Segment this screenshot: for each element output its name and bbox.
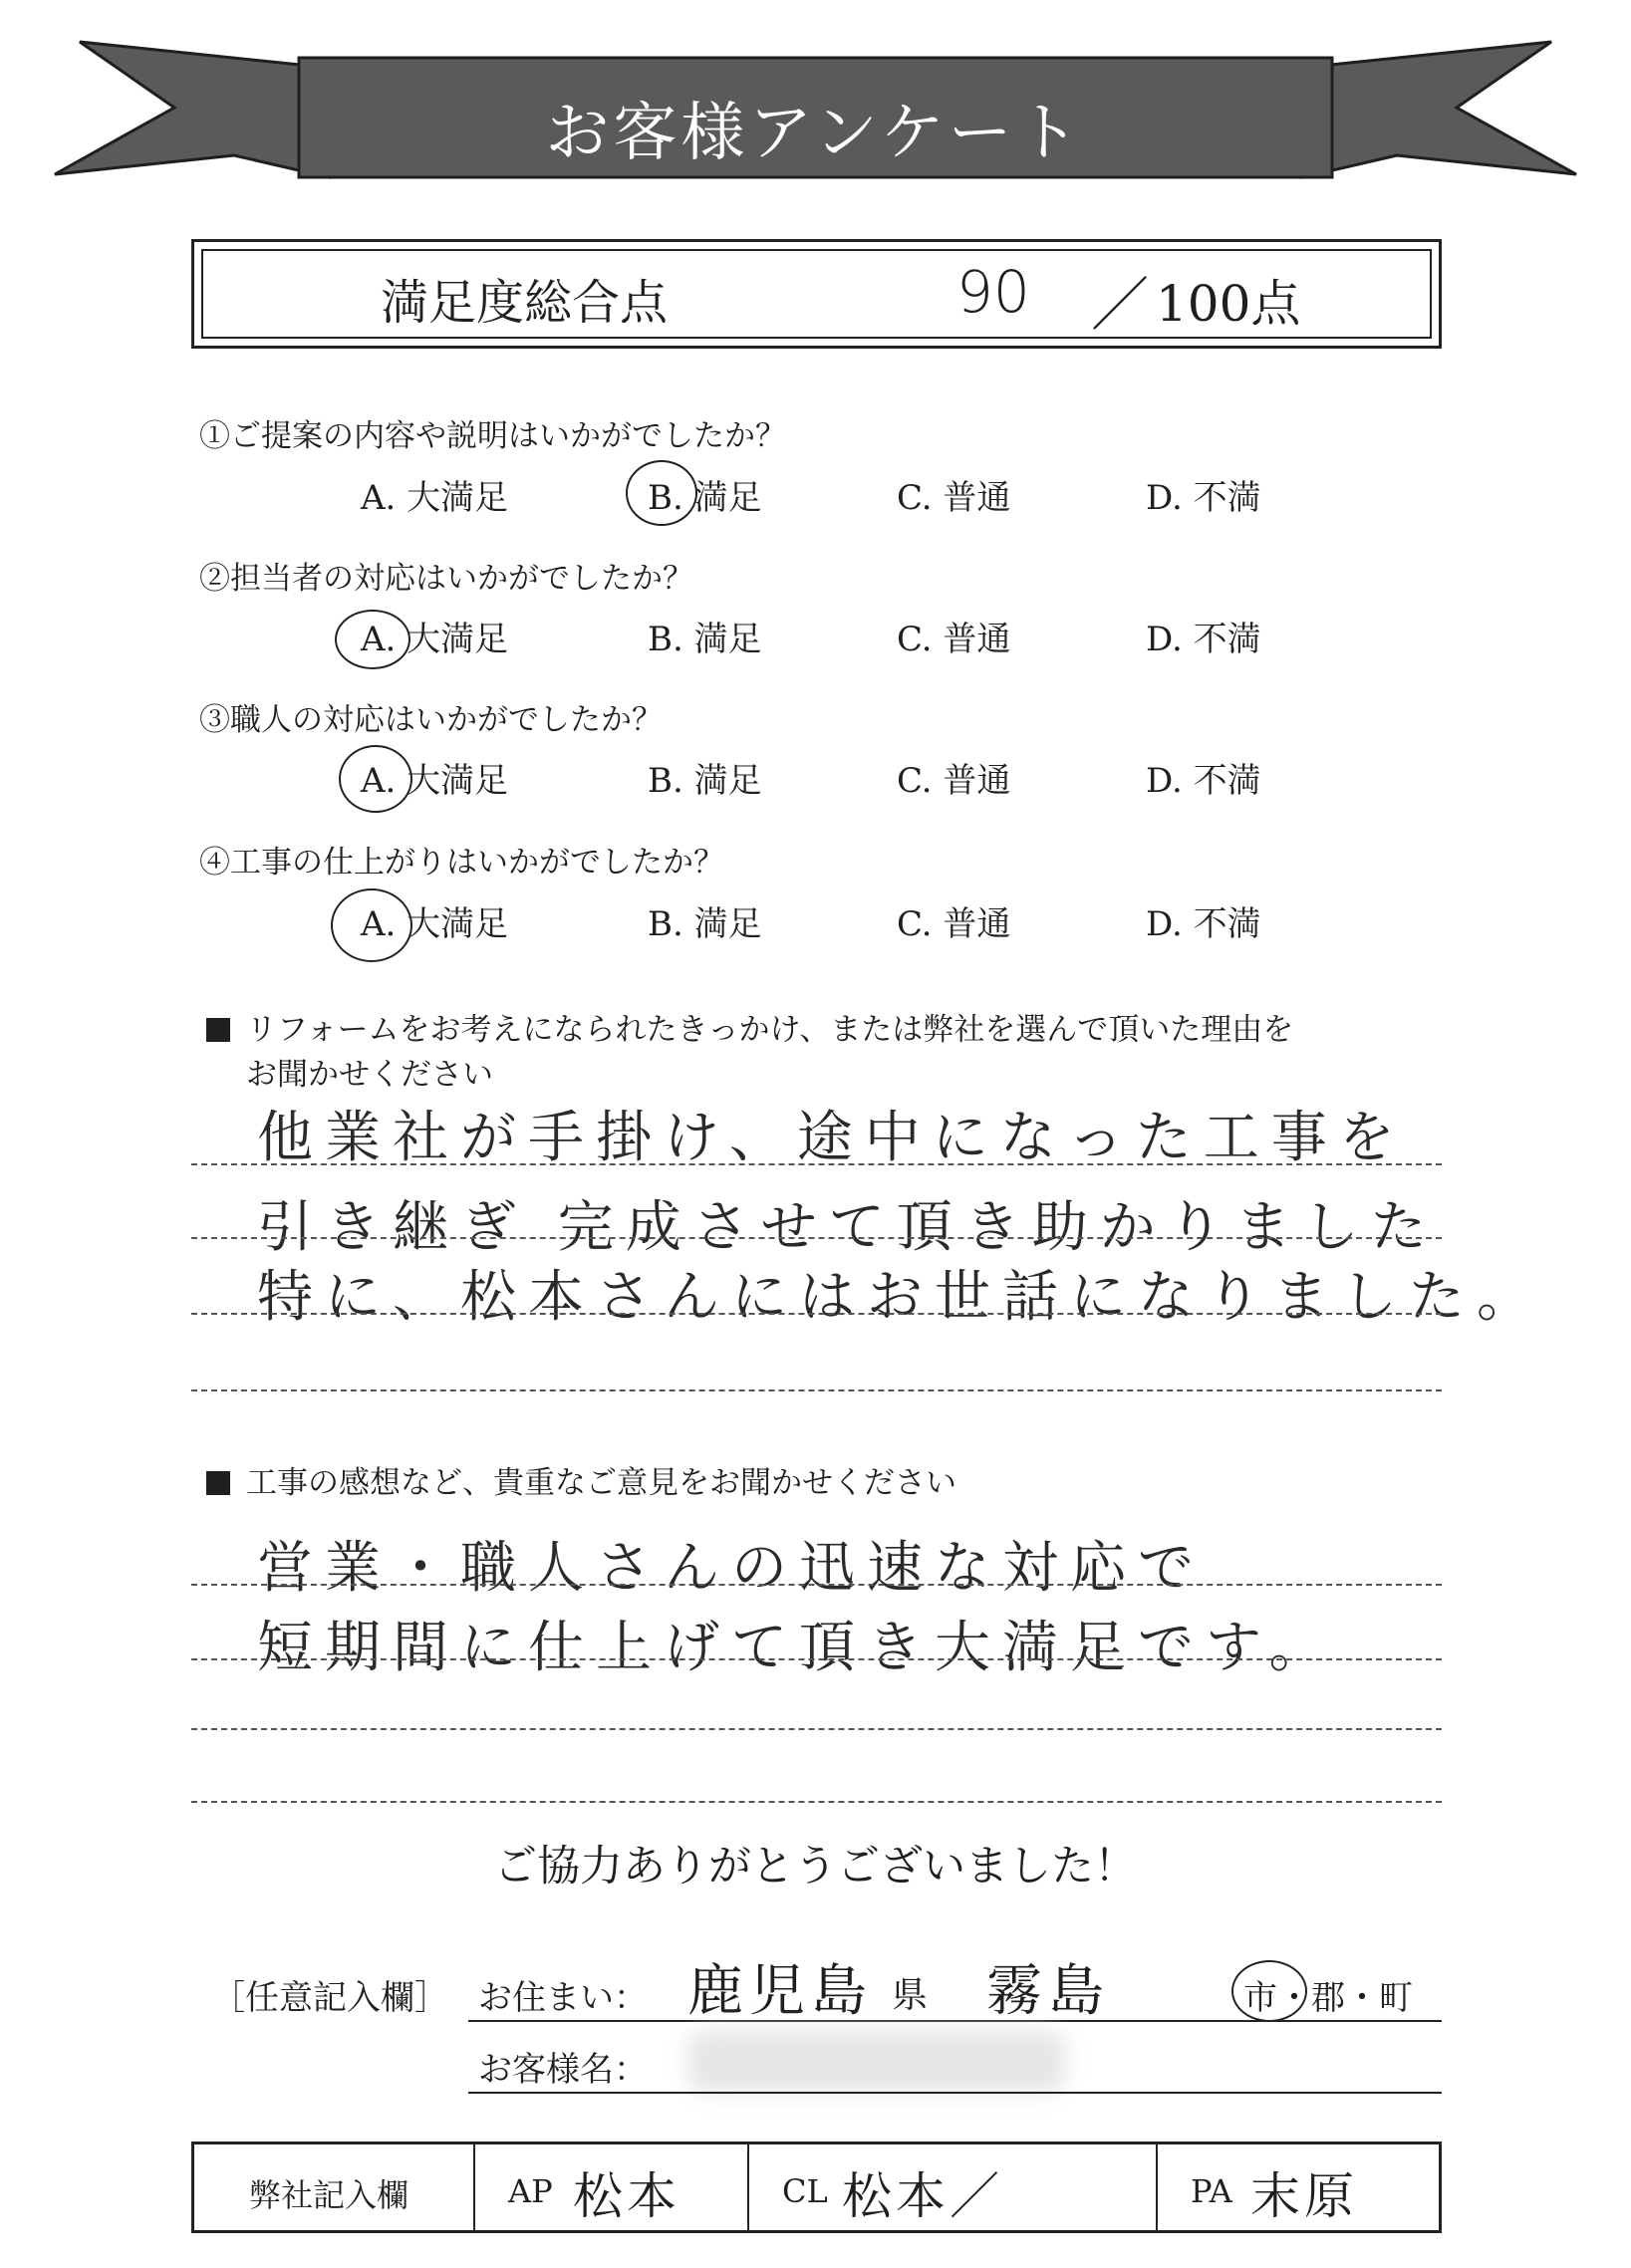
pa-value[interactable]: 末原 [1250,2167,1358,2225]
dashed-line [191,1237,1442,1239]
cl-label: CL [782,2172,828,2210]
impression-heading [206,1461,1462,1506]
q3-selected-circle [339,745,412,813]
question-3: ③職人の対応はいかがでしたか？ [199,702,663,738]
q2-option-b[interactable]: B. 満足 [648,620,762,659]
address-prefecture[interactable]: 鹿児島 [687,1959,873,2024]
cl-value[interactable]: 松本／ [842,2167,1003,2225]
dashed-line [191,1389,1442,1391]
question-4: ④工事の仕上がりはいかがでしたか？ [199,845,724,881]
q1-option-b[interactable]: B. 満足 [648,478,762,518]
reason-answer-line-3: 特に、松本さんにはお世話になりました。 [257,1265,1544,1330]
table-divider [1156,2144,1158,2230]
q2-option-c[interactable]: C. 普通 [897,620,1011,659]
ap-value[interactable]: 松本 [573,2167,680,2225]
dashed-line [191,1313,1442,1315]
q2-option-d[interactable]: D. 不満 [1146,620,1261,659]
question-2: ②担当者の対応はいかがでしたか？ [199,561,693,597]
q4-option-a[interactable]: A. 大満足 [361,904,509,944]
reason-answer-line-1: 他業社が手掛け、途中になった工事を [257,1106,1407,1170]
impression-answer-line-1: 営業・職人さんの迅速な対応で [257,1536,1206,1601]
q1-option-d[interactable]: D. 不満 [1146,478,1261,518]
reason-heading-text-2: お聞かせください [246,1057,493,1093]
q2-option-a[interactable]: A. 大満足 [361,620,509,659]
customer-name-redacted [687,2030,1066,2094]
table-divider [747,2144,749,2230]
total-score-box [191,239,1442,349]
address-city[interactable]: 霧島 [986,1959,1110,2024]
q3-option-b[interactable]: B. 満足 [648,761,762,801]
city-type-options: 市・郡・町 [1243,1978,1413,2018]
dashed-line [191,1728,1442,1730]
prefecture-suffix: 県 [892,1975,929,2016]
impression-answer-line-2: 短期間に仕上げて頂き大満足です。 [257,1616,1337,1680]
q4-option-b[interactable]: B. 満足 [648,904,762,944]
ap-label: AP [508,2172,553,2210]
customer-name-label: お客様名： [478,2050,648,2090]
name-underline [468,2092,1442,2094]
impression-heading-text: 工事の感想など、貴重なご意見をお聞かせください [246,1465,956,1501]
q3-option-a[interactable]: A. 大満足 [361,761,509,801]
staff-section-label: 弊社記入欄 [249,2176,409,2214]
reason-heading [206,1008,1462,1098]
score-separator: ／ [1091,271,1150,339]
address-underline [468,2020,1442,2022]
dashed-line [191,1163,1442,1165]
reason-answer-line-2: 引き継ぎ 完成させて頂き助かりました [257,1195,1439,1260]
q4-selected-circle [331,888,412,962]
dashed-line [191,1658,1442,1660]
q1-option-a[interactable]: A. 大満足 [361,478,509,518]
q4-option-c[interactable]: C. 普通 [897,904,1011,944]
city-type-selected-circle [1231,1960,1307,2022]
dashed-line [191,1584,1442,1586]
bullet-square-icon [206,1018,230,1042]
question-1: ①ご提案の内容や説明はいかがでしたか？ [199,418,786,454]
score-max: 100点 [1156,275,1301,333]
q3-option-c[interactable]: C. 普通 [897,761,1011,801]
reason-heading-text: リフォームをお考えになられたきっかけ、または弊社を選んで頂いた理由を [246,1012,1294,1048]
optional-field-label: ［任意記入欄］ [211,1978,448,2018]
staff-entry-table [191,2142,1442,2233]
q3-option-d[interactable]: D. 不満 [1146,761,1261,801]
thanks-message: ご協力ありがとうございました！ [494,1842,1137,1891]
q2-selected-circle [335,610,410,669]
page-title: お客様アンケート [545,97,1084,170]
q1-selected-circle [626,460,697,526]
pa-label: PA [1191,2172,1232,2210]
table-divider [473,2144,475,2230]
score-value: 90 [956,258,1030,326]
address-label: お住まい： [478,1978,648,2018]
bullet-square-icon [206,1471,230,1495]
q1-option-c[interactable]: C. 普通 [897,478,1011,518]
score-label: 満足度総合点 [381,275,669,331]
q4-option-d[interactable]: D. 不満 [1146,904,1261,944]
dashed-line [191,1801,1442,1803]
